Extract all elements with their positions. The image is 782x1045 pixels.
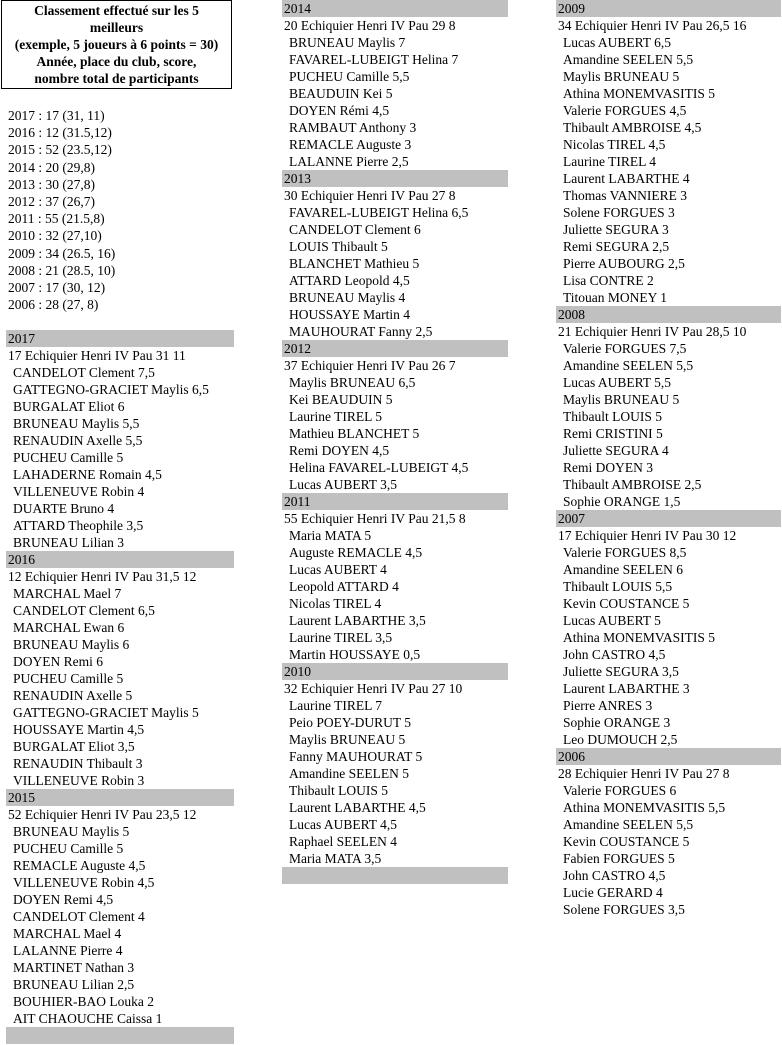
player-entry: LALANNE Pierre 2,5 xyxy=(289,154,409,169)
player-entry: Lucas AUBERT 3,5 xyxy=(289,477,398,492)
player-entry: Laurine TIREL 5 xyxy=(289,409,382,424)
player-entry: BRUNEAU Maylis 5 xyxy=(13,824,130,840)
year-section xyxy=(556,0,781,306)
summary-line: 2015 : 52 (23.5,12) xyxy=(8,142,112,158)
legend-line: (exemple, 5 joueurs à 6 points = 30) xyxy=(14,37,219,52)
player-entry: Lucas AUBERT 5,5 xyxy=(563,375,672,390)
player-entry: Maylis BRUNEAU 5 xyxy=(563,392,680,407)
player-entry: John CASTRO 4,5 xyxy=(563,647,666,662)
player-entry: Martin HOUSSAYE 0,5 xyxy=(289,647,421,662)
player-entry: Maria MATA 5 xyxy=(289,528,372,543)
year-section xyxy=(282,663,508,867)
section-divider xyxy=(6,1027,234,1044)
player-entry: Athina MONEMVASITIS 5 xyxy=(563,630,716,645)
player-entry: Laurent LABARTHE 4,5 xyxy=(289,800,426,815)
player-entry: MARTINET Nathan 3 xyxy=(13,960,135,976)
year-header: 2015 xyxy=(6,789,234,806)
player-entry: Lucas AUBERT 4 xyxy=(289,562,387,577)
club-result: 20 Echiquier Henri IV Pau 29 8 xyxy=(284,18,456,33)
year-header: 2008 xyxy=(556,306,781,323)
player-entry: Valerie FORGUES 8,5 xyxy=(563,545,687,560)
player-entry: Auguste REMACLE 4,5 xyxy=(289,545,423,560)
player-entry: PUCHEU Camille 5,5 xyxy=(289,69,410,84)
year-header: 2010 xyxy=(282,663,508,680)
legend-box xyxy=(1,0,232,89)
player-entry: MARCHAL Mael 4 xyxy=(13,926,122,942)
year-header: 2006 xyxy=(556,748,781,765)
player-entry: Juliette SEGURA 3,5 xyxy=(563,664,679,679)
legend-line: Classement effectué sur les 5 xyxy=(34,3,199,18)
summary-line: 2012 : 37 (26,7) xyxy=(8,193,95,209)
player-entry: Amandine SEELEN 5,5 xyxy=(563,817,694,832)
club-result: 32 Echiquier Henri IV Pau 27 10 xyxy=(284,681,463,696)
player-entry: RENAUDIN Thibault 3 xyxy=(13,756,143,772)
player-entry: Sophie ORANGE 3 xyxy=(563,715,671,730)
summary-line: 2016 : 12 (31.5,12) xyxy=(8,125,112,141)
player-entry: BRUNEAU Lilian 2,5 xyxy=(13,977,135,993)
player-entry: BEAUDUIN Kei 5 xyxy=(289,86,393,101)
summary-list xyxy=(6,107,234,313)
player-entry: Thibault LOUIS 5 xyxy=(563,409,662,424)
club-result: 21 Echiquier Henri IV Pau 28,5 10 xyxy=(558,324,747,339)
player-entry: Thibault LOUIS 5 xyxy=(289,783,388,798)
player-entry: Thomas VANNIERE 3 xyxy=(563,188,687,203)
club-result: 55 Echiquier Henri IV Pau 21,5 8 xyxy=(284,511,466,526)
player-entry: Laurent LABARTHE 3,5 xyxy=(289,613,426,628)
player-entry: ATTARD Leopold 4,5 xyxy=(289,273,410,288)
summary-line: 2010 : 32 (27,10) xyxy=(8,228,102,244)
player-entry: GATTEGNO-GRACIET Maylis 6,5 xyxy=(13,382,209,398)
player-entry: Maria MATA 3,5 xyxy=(289,851,382,866)
player-entry: Leopold ATTARD 4 xyxy=(289,579,399,594)
club-result: 30 Echiquier Henri IV Pau 27 8 xyxy=(284,188,456,203)
player-entry: Fabien FORGUES 5 xyxy=(563,851,675,866)
player-entry: PUCHEU Camille 5 xyxy=(13,450,124,466)
player-entry: Pierre ANRES 3 xyxy=(563,698,653,713)
column-left xyxy=(6,0,234,1044)
year-section xyxy=(6,330,234,551)
player-entry: FAVAREL-LUBEIGT Helina 6,5 xyxy=(289,205,469,220)
player-entry: REMACLE Auguste 3 xyxy=(289,137,412,152)
player-entry: MARCHAL Mael 7 xyxy=(13,586,122,602)
player-entry: Valerie FORGUES 7,5 xyxy=(563,341,687,356)
player-entry: CANDELOT Clement 6,5 xyxy=(13,603,155,619)
player-entry: Valerie FORGUES 4,5 xyxy=(563,103,687,118)
player-entry: John CASTRO 4,5 xyxy=(563,868,666,883)
player-entry: Fanny MAUHOURAT 5 xyxy=(289,749,423,764)
player-entry: Titouan MONEY 1 xyxy=(563,290,668,305)
player-entry: Valerie FORGUES 6 xyxy=(563,783,677,798)
player-entry: Amandine SEELEN 5,5 xyxy=(563,52,694,67)
player-entry: Amandine SEELEN 5,5 xyxy=(563,358,694,373)
player-entry: Laurent LABARTHE 3 xyxy=(563,681,690,696)
player-entry: PUCHEU Camille 5 xyxy=(13,671,124,687)
player-entry: GATTEGNO-GRACIET Maylis 5 xyxy=(13,705,199,721)
player-entry: Thibault AMBROISE 2,5 xyxy=(563,477,702,492)
player-entry: ATTARD Theophile 3,5 xyxy=(13,518,144,534)
player-entry: Lucas AUBERT 6,5 xyxy=(563,35,672,50)
player-entry: Solene FORGUES 3,5 xyxy=(563,902,685,917)
player-entry: AIT CHAOUCHE Caissa 1 xyxy=(13,1011,163,1027)
player-entry: CANDELOT Clement 4 xyxy=(13,909,145,925)
player-entry: Laurine TIREL 4 xyxy=(563,154,656,169)
player-entry: Athina MONEMVASITIS 5,5 xyxy=(563,800,726,815)
player-entry: RAMBAUT Anthony 3 xyxy=(289,120,417,135)
player-entry: LAHADERNE Romain 4,5 xyxy=(13,467,162,483)
section-divider xyxy=(282,867,508,884)
column-right xyxy=(556,0,781,918)
player-entry: VILLENEUVE Robin 3 xyxy=(13,773,145,789)
summary-line: 2009 : 34 (26.5, 16) xyxy=(8,245,116,261)
player-entry: Lucas AUBERT 5 xyxy=(563,613,661,628)
player-entry: Nicolas TIREL 4 xyxy=(289,596,382,611)
player-entry: Laurine TIREL 3,5 xyxy=(289,630,393,645)
player-entry: Remi DOYEN 3 xyxy=(563,460,653,475)
player-entry: BRUNEAU Maylis 4 xyxy=(289,290,406,305)
club-result: 17 Echiquier Henri IV Pau 30 12 xyxy=(558,528,737,543)
player-entry: BRUNEAU Maylis 7 xyxy=(289,35,406,50)
player-entry: MAUHOURAT Fanny 2,5 xyxy=(289,324,433,339)
player-entry: Juliette SEGURA 3 xyxy=(563,222,669,237)
year-section xyxy=(556,306,781,510)
player-entry: BRUNEAU Maylis 5,5 xyxy=(13,416,140,432)
year-section xyxy=(282,0,508,170)
year-header: 2007 xyxy=(556,510,781,527)
player-entry: HOUSSAYE Martin 4,5 xyxy=(13,722,145,738)
player-entry: FAVAREL-LUBEIGT Helina 7 xyxy=(289,52,459,67)
summary-line: 2011 : 55 (21.5,8) xyxy=(8,211,105,227)
player-entry: Sophie ORANGE 1,5 xyxy=(563,494,681,509)
year-section xyxy=(282,340,508,493)
player-entry: DOYEN Rémi 4,5 xyxy=(289,103,390,118)
player-entry: Nicolas TIREL 4,5 xyxy=(563,137,666,152)
player-entry: Solene FORGUES 3 xyxy=(563,205,675,220)
player-entry: Kevin COUSTANCE 5 xyxy=(563,596,690,611)
player-entry: Lisa CONTRE 2 xyxy=(563,273,654,288)
summary-line: 2014 : 20 (29,8) xyxy=(8,159,95,175)
player-entry: Athina MONEMVASITIS 5 xyxy=(563,86,716,101)
player-entry: Mathieu BLANCHET 5 xyxy=(289,426,420,441)
year-section xyxy=(282,493,508,663)
player-entry: Remi CRISTINI 5 xyxy=(563,426,663,441)
player-entry: MARCHAL Ewan 6 xyxy=(13,620,125,636)
year-header: 2014 xyxy=(282,0,508,17)
club-result: 17 Echiquier Henri IV Pau 31 11 xyxy=(8,348,186,364)
player-entry: Peio POEY-DURUT 5 xyxy=(289,715,412,730)
player-entry: HOUSSAYE Martin 4 xyxy=(289,307,411,322)
year-section xyxy=(556,510,781,748)
club-result: 12 Echiquier Henri IV Pau 31,5 12 xyxy=(8,569,197,585)
summary-line: 2013 : 30 (27,8) xyxy=(8,176,95,192)
player-entry: CANDELOT Clement 6 xyxy=(289,222,421,237)
player-entry: BURGALAT Eliot 6 xyxy=(13,399,125,415)
player-entry: Thibault AMBROISE 4,5 xyxy=(563,120,702,135)
year-section xyxy=(556,748,781,918)
year-header: 2013 xyxy=(282,170,508,187)
player-entry: Maylis BRUNEAU 5 xyxy=(289,732,406,747)
player-entry: BRUNEAU Lilian 3 xyxy=(13,535,124,551)
player-entry: Kevin COUSTANCE 5 xyxy=(563,834,690,849)
player-entry: PUCHEU Camille 5 xyxy=(13,841,124,857)
player-entry: REMACLE Auguste 4,5 xyxy=(13,858,146,874)
year-section xyxy=(6,789,234,1027)
club-result: 28 Echiquier Henri IV Pau 27 8 xyxy=(558,766,730,781)
summary-line: 2008 : 21 (28.5, 10) xyxy=(8,262,116,278)
player-entry: Leo DUMOUCH 2,5 xyxy=(563,732,678,747)
player-entry: Kei BEAUDUIN 5 xyxy=(289,392,393,407)
player-entry: Maylis BRUNEAU 5 xyxy=(563,69,680,84)
player-entry: LALANNE Pierre 4 xyxy=(13,943,123,959)
summary-line: 2006 : 28 (27, 8) xyxy=(8,297,99,313)
year-section xyxy=(6,551,234,789)
year-section xyxy=(282,170,508,340)
club-result: 37 Echiquier Henri IV Pau 26 7 xyxy=(284,358,456,373)
year-header: 2017 xyxy=(6,330,234,347)
summary-line: 2017 : 17 (31, 11) xyxy=(8,108,105,123)
player-entry: BURGALAT Eliot 3,5 xyxy=(13,739,135,755)
player-entry: Laurine TIREL 7 xyxy=(289,698,382,713)
year-header: 2009 xyxy=(556,0,781,17)
player-entry: CANDELOT Clement 7,5 xyxy=(13,365,155,381)
player-entry: BRUNEAU Maylis 6 xyxy=(13,637,130,653)
player-entry: Pierre AUBOURG 2,5 xyxy=(563,256,685,271)
club-result: 34 Echiquier Henri IV Pau 26,5 16 xyxy=(558,18,747,33)
legend-line: nombre total de participants xyxy=(34,71,199,86)
player-entry: RENAUDIN Axelle 5,5 xyxy=(13,433,143,449)
player-entry: Juliette SEGURA 4 xyxy=(563,443,669,458)
player-entry: Lucas AUBERT 4,5 xyxy=(289,817,398,832)
player-entry: DOYEN Remi 6 xyxy=(13,654,103,670)
player-entry: Maylis BRUNEAU 6,5 xyxy=(289,375,416,390)
player-entry: Laurent LABARTHE 4 xyxy=(563,171,690,186)
player-entry: DOYEN Remi 4,5 xyxy=(13,892,114,908)
year-header: 2011 xyxy=(282,493,508,510)
club-result: 52 Echiquier Henri IV Pau 23,5 12 xyxy=(8,807,197,823)
player-entry: Raphael SEELEN 4 xyxy=(289,834,397,849)
player-entry: Amandine SEELEN 6 xyxy=(563,562,683,577)
legend-line: Année, place du club, score, xyxy=(36,54,197,69)
player-entry: RENAUDIN Axelle 5 xyxy=(13,688,133,704)
player-entry: Remi DOYEN 4,5 xyxy=(289,443,390,458)
player-entry: VILLENEUVE Robin 4 xyxy=(13,484,145,500)
year-header: 2012 xyxy=(282,340,508,357)
player-entry: Remi SEGURA 2,5 xyxy=(563,239,670,254)
player-entry: Lucie GERARD 4 xyxy=(563,885,663,900)
player-entry: Amandine SEELEN 5 xyxy=(289,766,409,781)
player-entry: LOUIS Thibault 5 xyxy=(289,239,388,254)
player-entry: BLANCHET Mathieu 5 xyxy=(289,256,420,271)
summary-line: 2007 : 17 (30, 12) xyxy=(8,279,106,295)
player-entry: Thibault LOUIS 5,5 xyxy=(563,579,673,594)
player-entry: VILLENEUVE Robin 4,5 xyxy=(13,875,155,891)
player-entry: DUARTE Bruno 4 xyxy=(13,501,115,517)
player-entry: Helina FAVAREL-LUBEIGT 4,5 xyxy=(289,460,469,475)
legend-line: meilleurs xyxy=(89,20,144,35)
column-middle xyxy=(282,0,508,884)
player-entry: BOUHIER-BAO Louka 2 xyxy=(13,994,154,1010)
year-header: 2016 xyxy=(6,551,234,568)
